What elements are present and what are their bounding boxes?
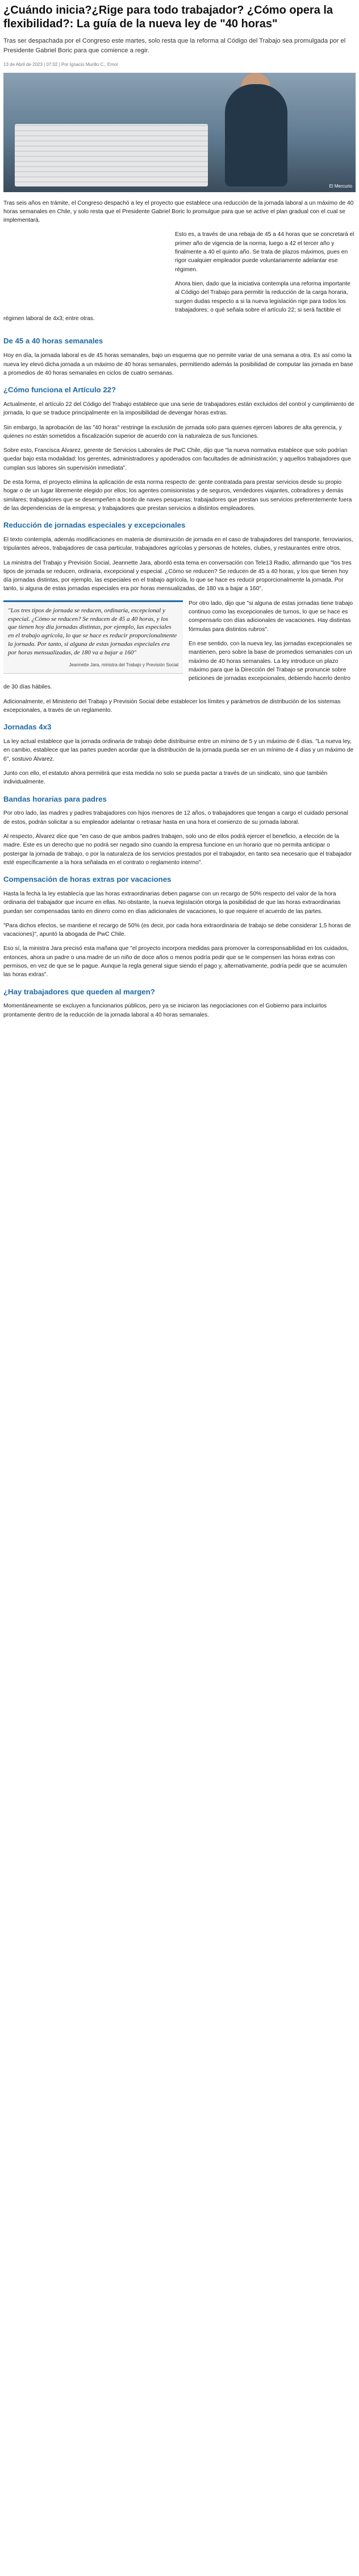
- quote-text: "Los tres tipos de jornada se reducen, ordinaria, excepcional y especial. ¿Cómo se reducen? Se reducen de 45 a 40 horas, y los que tienen hoy día jornadas distintas, por ejemplo, las especiales en el trabajo agrícola, lo que se hace es reducir proporcionalmente la jornada. Por tanto, si alguna de estas jornadas especiales era por horas mensualizadas, de 180 va a bajar a 160": [8, 607, 177, 656]
- photo-worker: [225, 84, 287, 186]
- paragraph: Por otro lado, dijo que "si alguna de estas jornadas tiene trabajo continuo como las excepcionales de turnos, lo que se hace es compensarlo con días adicionales de vacaciones. Hay distintas fórmulas para distintos rubros".: [189, 600, 353, 633]
- paragraph: Momentáneamente se excluyen a funcionarios públicos, pero ya se iniciaron las negociaciones con el Gobierno para incluirlos prontamente dentro de la reducción de la jornada laboral a 40 horas semanales.: [3, 1003, 327, 1018]
- paragraph: Adicionalmente, el Ministerio del Trabajo y Previsión Social debe establecer los límites y parámetros de distribución de los sistemas excepcionales, a través de un reglamento.: [3, 698, 341, 714]
- photo-clothes-stack: [15, 124, 208, 186]
- paragraph: Junto con ello, el estatuto ahora permitirá que esta medida no solo se pueda pactar a través de un sindicato, sino que también individualmente.: [3, 770, 328, 786]
- paragraph: Hoy en día, la jornada laboral es de 45 horas semanales, bajo un esquema que no permite variar de una semana a otra. Es así como la nueva ley elevó dicha jornada a un máximo de 40 horas semanales, permitiendo además la posibilidad de computar las jornada en base a promedios de 40 horas semanales en ciclos de cuatro semanas.: [3, 352, 353, 376]
- lead: Tras ser despachada por el Congreso este martes, solo resta que la reforma al Código del Trabajo sea promulgada por el Presidente Gabriel Boric para que comience a regir.: [3, 38, 346, 54]
- paragraph: "Para dichos efectos, se mantiene el recargo de 50% (es decir, por cada hora extraordinaria de trabajo se debe considerar 1,5 horas de vacaciones)", apuntó la abogada de PwC Chile.: [3, 922, 351, 938]
- pull-quote: [3, 600, 183, 674]
- paragraph: Ahora bien, dado que la iniciativa contempla una reforma importante al Código del Trabajo para permitir la reducción de la carga horaria, surgen dudas respecto a si la nueva legislación rige para todos los trabajadores; o qué señala sobre el artículo 22; si será factible el régimen laboral de 4x3; entre otras.: [3, 280, 350, 322]
- paragraph: Por otro lado, las madres y padres trabajadores con hijos menores de 12 años, o trabajadores que tengan a cargo el cuidado personal de estos, podrán solicitar a su empleador adelantar o retrasar hasta en una hora el comienzo de su jornada laboral.: [3, 810, 348, 826]
- section-heading: ¿Cómo funciona el Artículo 22?: [3, 385, 116, 395]
- paragraph: De esta forma, el proyecto elimina la aplicación de esta norma respecto de: gente contratada para prestar servicios desde su propio hogar o de un lugar libremente elegido por ellos; los agentes comisionistas y de seguros, vendedores viajantes, cobradores y demás similares; trabajadores que se desempeñen a bordo de naves pesqueras; trabajadores que prestan sus servicios preferentemente fuera de las dependencias de la empresa; y trabajadores que prestan servicios a distintos empleadores.: [3, 479, 352, 512]
- section-heading: Reducción de jornadas especiales y excepcionales: [3, 521, 186, 530]
- paragraph: La ley actual establece que la jornada ordinaria de trabajo debe distribuirse entre un mínimo de 5 y un máximo de 6 días. "La nueva ley, en cambio, establece que las partes pueden acordar que la distribución de la jornada pueda ser en un mínimo de 4 días y un máximo de 6", sostuvo Álvarez.: [3, 739, 354, 762]
- photo-credit: El Mercurio: [329, 183, 352, 189]
- article-meta: 13 de Abril de 2023 | 07:02 | Por Ignacio Murillo C., Emol: [3, 61, 118, 67]
- paragraph: Eso sí, la ministra Jara precisó esta mañana que "el proyecto incorpora medidas para promover la corresponsabilidad en los cuidados, entonces, ahora un padre o una madre de un niño de doce años o menos podría pedir que se le compensen las horas extras con permisos, en vez de que se le pague. Aunque la regla general sigue siendo el pago y, alternativamente, podría pedir que se acumulen las horas extras".: [3, 945, 349, 978]
- paragraph: La ministra del Trabajo y Previsión Social, Jeannette Jara, abordó esta tema en conversación con Tele13 Radio, afirmando que "los tres tipos de jornada se reducen, ordinaria, excepcional y especial. ¿Cómo se reducen? Se reducen de 45 a 40 horas, y los que tienen hoy día jornadas distintas, por ejemplo, las especiales en el trabajo agrícola, lo que se hace es reducir proporcionalmente la jornada. Por tanto, si alguna de estas jornadas especiales era por horas mensualizadas, de 180 va a bajar a 160".: [3, 559, 352, 592]
- ad-placeholder: [3, 230, 168, 304]
- quote-author: Jeannette Jara, ministra del Trabajo y Previsión Social: [69, 662, 178, 667]
- paragraph: Esto es, a través de una rebaja de 45 a 44 horas que se concretará el primer año de vigencia de la norma, luego a 42 el tercer año y finalmente a 40 el quinto año. Se trata de plazos máximos, pues en rigor cualquier empleador puede voluntariamente adelantar ese régimen.: [175, 231, 354, 273]
- section-heading: ¿Hay trabajadores que queden al margen?: [3, 987, 155, 996]
- paragraph: En ese sentido, con la nueva ley, las jornadas excepcionales se mantienen, pero sobre la base de promedios semanales con un máximo de 40 horas semanales. La ley introduce un plazo máximo para que la Dirección del Trabajo se pronuncie sobre peticiones de jornadas excepcionales, debiendo hacerlo dentro de 30 días hábiles.: [3, 640, 352, 691]
- paragraph: Al respecto, Álvarez dice que "en caso de que ambos padres trabajen, solo uno de ellos podrá ejercer el beneficio, a elección de la madre. Este es un derecho que no podrá ser negado sino cuando la empresa funcione en un horario que no permita anticipar o postergar la jornada de trabajo, o por la naturaleza de los servicios prestados por el trabajador, en tanto sea necesario que el trabajador esté específicamente a la hora señalada en el contrato o reglamento interno".: [3, 833, 352, 866]
- paragraph: Sobre esto, Francisca Álvarez, gerente de Servicios Laborales de PwC Chile, dijo que "la nueva normativa establece que solo podrían quedar bajo esta modalidad: los gerentes, administradores y apoderados con facultades de administración; y aquellos trabajadores que cumplan sus labores sin supervisión inmediata".: [3, 447, 351, 471]
- page-title: ¿Cuándo inicia?¿Rige para todo trabajador? ¿Cómo opera la flexibilidad?: La guía de la nueva ley de "40 horas": [3, 4, 333, 30]
- paragraph: Hasta la fecha la ley establecía que las horas extraordinarias deben pagarse con un recargo de 50% respecto del valor de la hora ordinaria del trabajador que incurre en ellas. No obstante, la nueva legislación otorga la posibilidad de que las horas extraordinarias puedan ser compensadas tanto en dinero como en días adicionales de vacaciones, lo que requiere el acuerdo de las partes.: [3, 891, 341, 915]
- paragraph: El texto contempla, además modificaciones en materia de disminución de jornada en el caso de trabajadores del transporte, ferroviarios, tripulantes aéreos, trabajadores de casa particular, trabajadores agrícolas y personas de hoteles, clubes, y restaurantes entre otros.: [3, 537, 353, 552]
- article: [0, 3, 359, 1019]
- section-heading: Compensación de horas extras por vacaciones: [3, 875, 172, 884]
- paragraph: Sin embargo, la aprobación de las "40 horas" restringe la exclusión de jornada solo para quienes ejercen labores de alta gerencia, y quienes no están sometidos a fiscalización superior de acuerdo con la naturaleza de sus funciones.: [3, 424, 342, 439]
- section-heading: Jornadas 4x3: [3, 723, 52, 732]
- paragraph: Actualmente, el artículo 22 del Código del Trabajo establece que una serie de trabajadores están excluidos del control y cumplimiento de jornada, lo que se traduce principalmente en la imposibilidad de devengar horas extras.: [3, 401, 354, 417]
- hero-photo: [3, 73, 356, 192]
- section-heading: De 45 a 40 horas semanales: [3, 337, 103, 346]
- paragraph: Tras seis años en trámite, el Congreso despachó a ley el proyecto que establece una reducción de la jornada laboral a un máximo de 40 horas semanales en Chile, y solo resta que el Presidente Gabriel Boric lo promulgue para que se active el plan gradual con el cual se implementará.: [3, 200, 354, 224]
- section-heading: Bandas horarias para padres: [3, 794, 107, 803]
